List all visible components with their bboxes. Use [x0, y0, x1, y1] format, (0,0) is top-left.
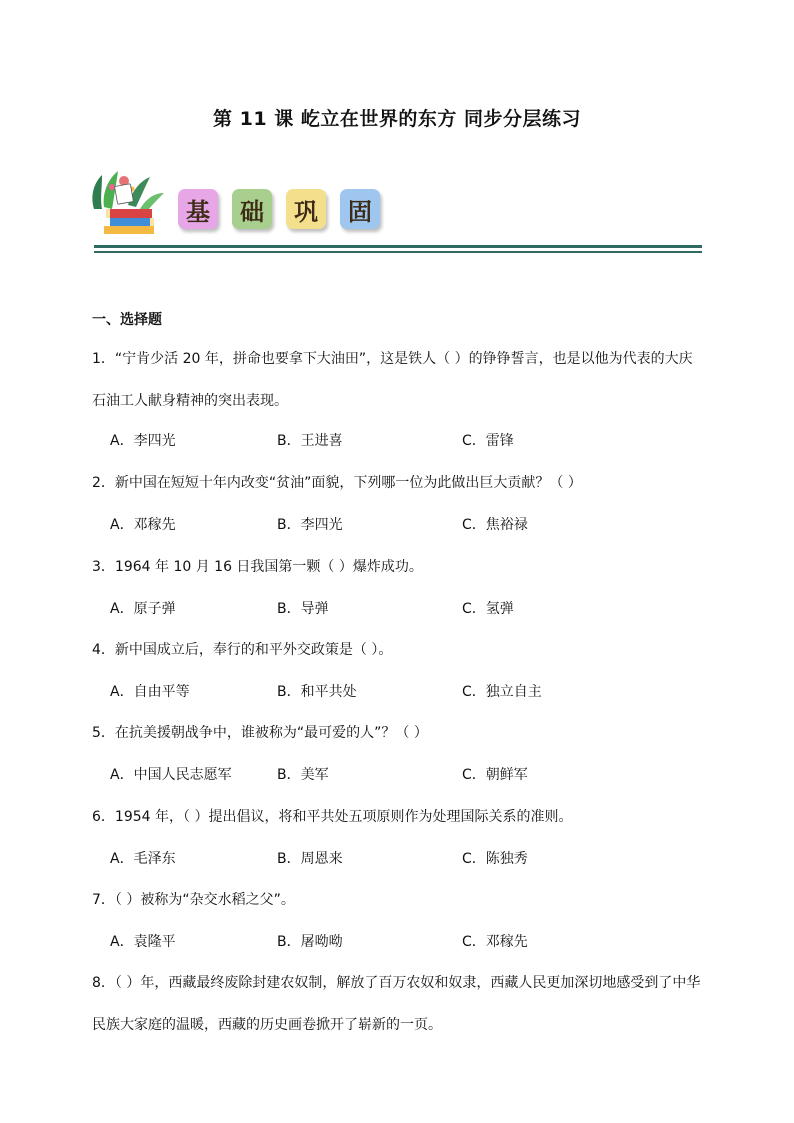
option-a[interactable]: A．邓稼先 — [110, 517, 176, 533]
option-b[interactable]: B．王进喜 — [277, 433, 343, 449]
section-heading: 一、选择题 — [92, 312, 162, 328]
question-text: “宁肯少活 20 年，拼命也要拿下大油田”，这是铁人（ ）的铮铮誓言，也是以他为代表的大庆石油工人献身精神的突出表现。 — [92, 351, 693, 409]
question-text: 1954 年，（ ）提出倡议，将和平共处五项原则作为处理国际关系的准则。 — [114, 809, 573, 825]
question-text: （ ）年，西藏最终废除封建农奴制，解放了百万农奴和奴隶，西藏人民更加深切地感受到了中华民族大家庭的温暖，西藏的历史画卷掀开了崭新的一页。 — [92, 975, 701, 1033]
option-b[interactable]: B．周恩来 — [277, 851, 343, 867]
question-number: 7． — [92, 892, 115, 908]
question-2-options — [110, 504, 670, 546]
question-5-options — [110, 754, 670, 796]
question-6-options — [110, 838, 670, 880]
banner-tile-3: 巩 — [286, 189, 326, 229]
question-text: 1964 年 10 月 16 日我国第一颗（ ）爆炸成功。 — [114, 559, 423, 575]
option-c[interactable]: C．邓稼先 — [462, 934, 528, 950]
question-number: 6． — [92, 809, 115, 825]
option-a[interactable]: A．袁隆平 — [110, 934, 176, 950]
option-c[interactable]: C．陈独秀 — [462, 851, 528, 867]
question-2 — [92, 462, 704, 504]
option-c[interactable]: C．独立自主 — [462, 684, 542, 700]
option-a[interactable]: A．李四光 — [110, 433, 176, 449]
option-b[interactable]: B．导弹 — [277, 601, 329, 617]
option-b[interactable]: B．美军 — [277, 767, 329, 783]
banner-tile-2: 础 — [232, 189, 272, 229]
question-number: 1． — [92, 351, 115, 367]
option-b[interactable]: B．和平共处 — [277, 684, 357, 700]
question-text: 新中国成立后，奉行的和平外交政策是（ ）。 — [114, 642, 393, 658]
question-3 — [92, 546, 704, 588]
question-number: 4． — [92, 642, 115, 658]
section-banner — [88, 165, 702, 255]
option-a[interactable]: A．中国人民志愿军 — [110, 767, 232, 783]
question-1 — [92, 338, 704, 422]
question-4 — [92, 629, 704, 671]
page-title: 第 11 课 屹立在世界的东方 同步分层练习 — [213, 108, 581, 130]
question-number: 3． — [92, 559, 115, 575]
option-c[interactable]: C．焦裕禄 — [462, 517, 528, 533]
option-a[interactable]: A．原子弹 — [110, 601, 176, 617]
banner-divider-thin — [94, 251, 702, 253]
question-number: 5． — [92, 725, 115, 741]
question-text: 新中国在短短十年内改变“贫油”面貌，下列哪一位为此做出巨大贡献？（ ） — [114, 475, 582, 491]
banner-tile-1: 基 — [178, 189, 218, 229]
question-1-options — [110, 420, 670, 462]
question-8 — [92, 962, 704, 1046]
question-7 — [92, 879, 704, 921]
option-c[interactable]: C．朝鲜军 — [462, 767, 528, 783]
books-plants-illustration — [88, 165, 168, 237]
question-text: 在抗美援朝战争中，谁被称为“最可爱的人”？（ ） — [114, 725, 428, 741]
option-b[interactable]: B．李四光 — [277, 517, 343, 533]
question-6 — [92, 796, 704, 838]
question-3-options — [110, 588, 670, 630]
option-c[interactable]: C．雷锋 — [462, 433, 514, 449]
banner-tile-4: 固 — [340, 189, 380, 229]
question-7-options — [110, 921, 670, 963]
question-text: （ ）被称为“杂交水稻之父”。 — [114, 892, 295, 908]
option-b[interactable]: B．屠呦呦 — [277, 934, 343, 950]
option-c[interactable]: C．氢弹 — [462, 601, 514, 617]
option-a[interactable]: A．自由平等 — [110, 684, 190, 700]
question-number: 8． — [92, 975, 115, 991]
option-a[interactable]: A．毛泽东 — [110, 851, 176, 867]
question-4-options — [110, 671, 670, 713]
question-5 — [92, 712, 704, 754]
banner-divider-thick — [94, 245, 702, 248]
question-number: 2． — [92, 475, 115, 491]
